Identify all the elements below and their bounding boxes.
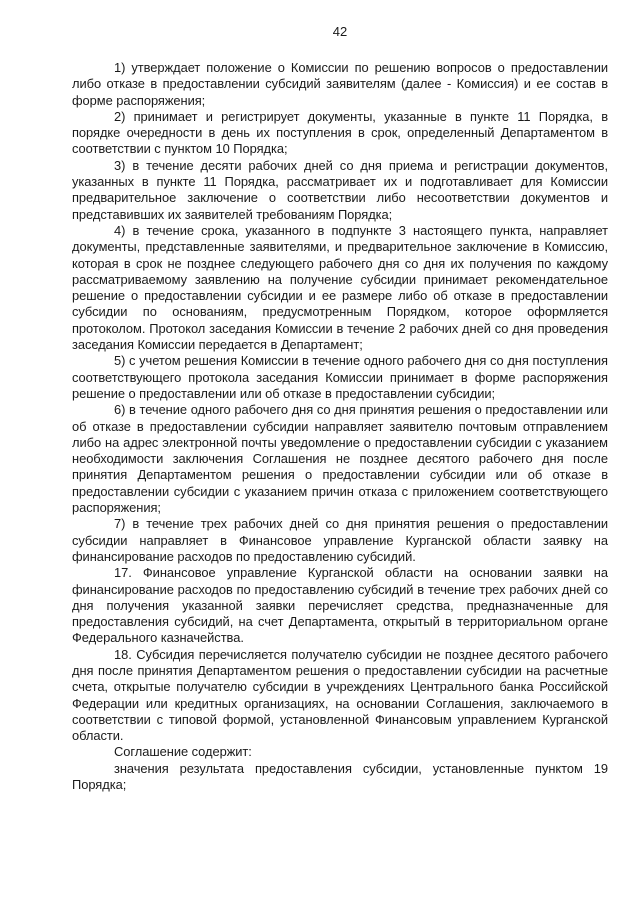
paragraph-item-5: 5) с учетом решения Комиссии в течение одного рабочего дня со дня поступления соответствующего протокола заседания Комиссии принимает в форме распоряжения решение о предоставлении или об отказе в предоставлении субсидии; [72, 353, 608, 401]
paragraph-section-18: 18. Субсидия перечисляется получателю субсидии не позднее десятого рабочего дня после принятия Департаментом решения о предоставлении субсидии на расчетные счета, открытые получателю субсидии в учреждениях Центрального банка Российской Федерации или кредитных организациях, на основании Соглашения, заключаемого в соответствии с типовой формой, установленной Финансовым управлением Курганской области. [72, 646, 608, 744]
paragraph-item-2: 2) принимает и регистрирует документы, указанные в пункте 11 Порядка, в порядке очередности в день их поступления в срок, определенный Департаментом в соответствии с пунктом 10 Порядка; [72, 108, 608, 157]
paragraph-item-6: 6) в течение одного рабочего дня со дня принятия решения о предоставлении или об отказе в предоставлении субсидии направляет заявителю почтовым отправлением либо на адрес электронной почты уведомление о предоставлении субсидии с указанием необходимости заключения Соглашения не позднее десятого рабочего дня после принятия Департаментом решения о предоставлении субсидии или об отказе в предоставлении субсидии с указанием причин отказа с приложением соответствующего распоряжения; [72, 402, 608, 516]
paragraph-agreement-intro: Соглашение содержит: [114, 744, 252, 760]
paragraph-section-17: 17. Финансовое управление Курганской области на основании заявки на финансирование расходов по предоставлению субсидий в течение трех рабочих дней со дня получения указанной заявки перечисляет средства, предназначенные для предоставления субсидий, на счет Департамента, открытый в территориальном органе Федерального казначейства. [72, 565, 608, 646]
paragraph-item-4: 4) в течение срока, указанного в подпункте 3 настоящего пункта, направляет документы, представленные заявителями, и предварительное заключение в Комиссию, которая в срок не позднее следующего рабочего дня со дня их получения по каждому рассматриваемому заявлению на получение субсидии принимает рекомендательное решение о предоставлении субсидии и ее размере либо об отказе в предоставлении субсидии по основаниям, предусмотренным Порядком, которое оформляется протоколом. Протокол заседания Комиссии в течение 2 рабочих дней со дня проведения заседания Комиссии передается в Департамент; [72, 222, 608, 353]
paragraph-item-1: 1) утверждает положение о Комиссии по решению вопросов о предоставлении либо отказе в предоставлении субсидий заявителям (далее - Комиссия) и ее состав в форме распоряжения; [72, 60, 608, 108]
document-page [72, 24, 608, 793]
page-number: 42 [332, 24, 348, 39]
paragraph-item-3: 3) в течение десяти рабочих дней со дня приема и регистрации документов, указанных в пункте 11 Порядка, рассматривает их и подготавливает для Комиссии предварительное заключение о соответствии либо несоответствии документов и представивших их заявителей требованиям Порядка; [72, 157, 608, 222]
paragraph-agreement-item: значения результата предоставления субсидии, установленные пунктом 19 Порядка; [72, 760, 608, 793]
paragraph-item-7: 7) в течение трех рабочих дней со дня принятия решения о предоставлении субсидии направляет в Финансовое управление Курганской области заявку на финансирование расходов по предоставлению субсидий. [72, 516, 608, 564]
